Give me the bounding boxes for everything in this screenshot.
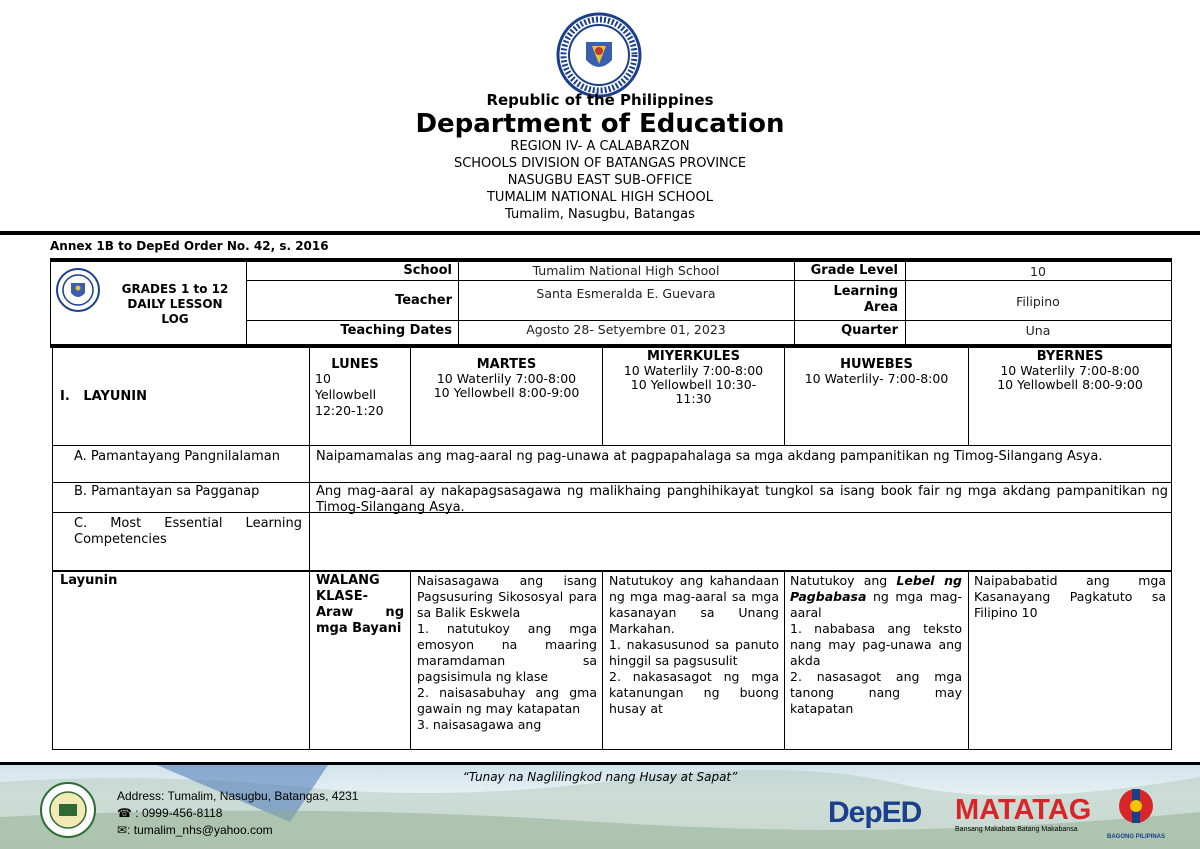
dll-title: GRADES 1 to 12 DAILY LESSON LOG	[121, 282, 229, 326]
area-label: Learning Area	[833, 284, 898, 315]
annex-note: Annex 1B to DepEd Order No. 42, s. 2016	[50, 239, 329, 253]
matatag-logo: MATATAG	[955, 794, 1092, 826]
header-division: SCHOOLS DIVISION OF BATANGAS PROVINCE	[453, 156, 747, 171]
row-a-text: Naipamamalas ang mag-aaral ng pag-unawa at pagpapahalaga sa mga akdang pampanitikan ng Timog-Silangang Asya.	[316, 449, 1103, 464]
teacher-label: Teacher	[395, 293, 452, 308]
day-byernes: BYERNES 10 Waterlily 7:00-8:00 10 Yellowbell 8:00-9:00	[997, 349, 1143, 392]
day-miyerkules: MIYERKULES 10 Waterlily 7:00-8:00 10 Yellowbell 10:30- 11:30	[623, 349, 764, 406]
header-school: TUMALIM NATIONAL HIGH SCHOOL	[486, 190, 713, 205]
dates-value: Agosto 28- Setyembre 01, 2023	[526, 322, 726, 337]
objectives-huwebes: Natutukoy ang Lebel ng Pagbabasa ng mga mag-aaral 1. nababasa ang teksto nang may pag-unawa ang akda 2. nasasagot ang mga tanong nang may katapatan	[790, 573, 962, 716]
header-suboffice: NASUGBU EAST SUB-OFFICE	[507, 173, 693, 188]
area-value: Filipino	[1016, 294, 1060, 309]
republic-title: Republic of the Philippines	[486, 91, 714, 109]
row-b-text: Ang mag-aaral ay nakapagsasagawa ng malikhaing panghihikayat tungkol sa isang book fair ng mga akdang pampanitikan ng Timog-Silangang Asya.	[316, 484, 1168, 515]
grade-label: Grade Level	[810, 263, 898, 278]
mail-icon: ✉	[117, 823, 128, 837]
deped-logo: DepED	[828, 796, 922, 829]
dates-label: Teaching Dates	[340, 323, 452, 338]
day-martes: MARTES 10 Waterlily 7:00-8:00 10 Yellowbell 8:00-9:00	[433, 357, 580, 400]
footer-email: ✉: tumalim_nhs@yahoo.com	[117, 823, 273, 837]
header-divider	[0, 231, 1200, 235]
day-lunes: LUNES 10 Yellowbell 12:20-1:20	[315, 357, 384, 418]
matatag-tagline: Bansang Makabata Batang Makabansa	[955, 826, 1078, 833]
footer-divider	[0, 762, 1200, 765]
bagong-pilipinas-logo-icon	[1112, 786, 1160, 832]
teacher-value: Santa Esmeralda E. Guevara	[536, 286, 716, 301]
department-title: Department of Education	[415, 109, 785, 139]
header-address: Tumalim, Nasugbu, Batangas	[505, 207, 695, 222]
bagong-pilipinas-text: BAGONG PILIPINAS	[1106, 834, 1165, 840]
school-label: School	[403, 263, 452, 278]
deped-seal-icon	[556, 12, 642, 98]
objectives-lunes: WALANG KLASE- Araw ng mga Bayani	[316, 573, 404, 636]
dll-info-table	[50, 258, 1172, 348]
quarter-label: Quarter	[841, 323, 898, 338]
deped-seal-small-icon	[56, 268, 100, 312]
objectives-miyerkules: Natutukoy ang kahandaan ng mga mag-aaral sa mga kasanayan sa Unang Markahan. 1. nakasusunod sa panuto hinggil sa pagsusulit 2. nakasasagot ng mga katanungan ng buong husay at	[609, 573, 779, 716]
day-huwebes: HUWEBES 10 Waterlily- 7:00-8:00	[804, 357, 949, 386]
objectives-label: Layunin	[60, 573, 118, 588]
grade-value: 10	[1030, 264, 1046, 279]
row-b-label: B. Pamantayan sa Pagganap	[74, 484, 260, 499]
row-a-label: A. Pamantayang Pangnilalaman	[74, 449, 280, 464]
objectives-martes: Naisasagawa ang isang Pagsusuring Sikososyal para sa Balik Eskwela 1. natutukoy ang mga emosyon na maaring maramdaman sa pagsisimula ng klase 2. naisasabuhay ang gma gawain ng may katapatan 3. naisasagawa ang	[417, 573, 597, 732]
header-region: REGION IV- A CALABARZON	[510, 139, 690, 154]
objectives-byernes: Naipababatid ang mga Kasanayang Pagkatuto sa Filipino 10	[974, 573, 1166, 620]
footer-phone: ☎ : 0999-456-8118	[117, 806, 223, 820]
phone-icon: ☎	[117, 806, 136, 820]
quarter-value: Una	[1025, 323, 1051, 338]
school-value: Tumalim National High School	[532, 263, 720, 278]
layunin-heading: I. LAYUNIN	[60, 389, 148, 404]
footer-motto: “Tunay na Naglilingkod nang Husay at Sapat”	[462, 770, 738, 784]
row-c-label: C. Most Essential Learning Competencies	[74, 516, 302, 547]
footer-address: Address: Tumalim, Nasugbu, Batangas, 4231	[117, 789, 359, 803]
school-seal-icon	[40, 782, 96, 838]
dll-main-table	[52, 346, 1172, 750]
